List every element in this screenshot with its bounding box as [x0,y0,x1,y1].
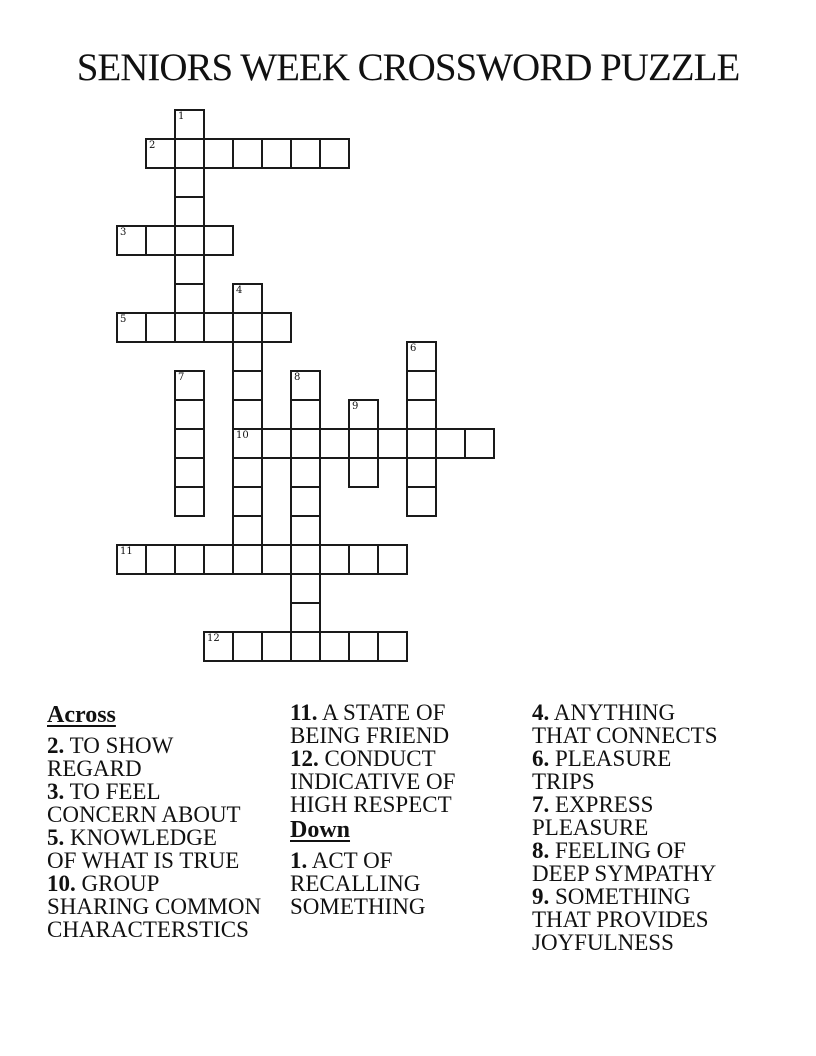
grid-cell-5-7 [261,312,292,343]
clue-line: 1. ACT OF [290,848,393,873]
grid-cell-10-9 [406,370,437,401]
grid-cell-3-18 [203,631,234,662]
grid-cell-2-12 [174,457,205,488]
grid-cell-9-18 [377,631,408,662]
clue-line: HIGH RESPECT [290,792,452,817]
grid-cell-9-15 [377,544,408,575]
grid-cell-1-15 [145,544,176,575]
grid-cell-3-15 [203,544,234,575]
grid-cell-8-18 [348,631,379,662]
grid-cell-6-15 [290,544,321,575]
puzzle-title: SENIORS WEEK CROSSWORD PUZZLE [76,46,740,89]
grid-cell-4-18 [232,631,263,662]
clue-line: CONCERN ABOUT [47,802,241,827]
grid-cell-1-4 [145,225,176,256]
grid-cell-2-1 [174,138,205,169]
grid-cell-7-15 [319,544,350,575]
clue-line: INDICATIVE OF [290,769,456,794]
clue-number: 5. [47,825,65,850]
grid-cell-10-10 [406,399,437,430]
clue-line: JOYFULNESS [532,930,674,955]
grid-cell-2-0 [174,109,205,140]
grid-cell-2-11 [174,428,205,459]
clue-number: 11. [290,700,318,725]
grid-cell-8-11 [348,428,379,459]
grid-cell-4-9 [232,370,263,401]
clue-line: 12. CONDUCT [290,746,436,771]
clue-line: DEEP SYMPATHY [532,861,717,886]
grid-cell-1-7 [145,312,176,343]
clue-line: THAT PROVIDES [532,907,709,932]
grid-cell-4-1 [232,138,263,169]
grid-cell-4-10 [232,399,263,430]
clue-line: 6. PLEASURE [532,746,672,771]
clue-down-9 [532,885,777,954]
grid-cell-2-10 [174,399,205,430]
clue-number: 6. [532,746,550,771]
grid-cell-3-7 [203,312,234,343]
clue-line: 2. TO SHOW [47,733,174,758]
clue-line: BEING FRIEND [290,723,450,748]
grid-cell-9-11 [377,428,408,459]
grid-cell-5-15 [261,544,292,575]
clue-line: 7. EXPRESS [532,792,654,817]
crossword-grid [116,109,495,662]
clue-number: 1. [290,848,308,873]
down-heading: Down [290,817,351,843]
clue-line: 11. A STATE OF [290,700,446,725]
grid-cell-8-12 [348,457,379,488]
grid-cell-5-18 [261,631,292,662]
clue-line: PLEASURE [532,815,649,840]
grid-cell-2-3 [174,196,205,227]
clue-line: 8. FEELING OF [532,838,686,863]
grid-cell-6-13 [290,486,321,517]
grid-cell-10-8 [406,341,437,372]
clue-number: 9. [532,884,550,909]
clue-line: TRIPS [532,769,595,794]
cell-number: 12 [207,633,220,644]
grid-cell-2-9 [174,370,205,401]
grid-cell-11-11 [435,428,466,459]
clue-line: 5. KNOWLEDGE [47,825,217,850]
grid-cell-3-4 [203,225,234,256]
clues-column-1 [47,701,292,941]
clue-down-1 [290,849,535,918]
grid-cell-6-12 [290,457,321,488]
clue-line: 10. GROUP [47,871,160,896]
grid-cell-4-12 [232,457,263,488]
clue-line: OF WHAT IS TRUE [47,848,240,873]
grid-cell-7-18 [319,631,350,662]
grid-cell-0-15 [116,544,147,575]
grid-cell-7-1 [319,138,350,169]
clue-number: 12. [290,746,319,771]
cell-number: 8 [294,372,301,383]
clue-down-4 [532,701,777,747]
clue-across-5 [47,826,292,872]
clue-line: REGARD [47,756,142,781]
across-heading: Across [47,702,116,728]
cell-number: 9 [352,401,359,412]
clue-across-2 [47,734,292,780]
grid-cell-6-18 [290,631,321,662]
grid-cell-2-7 [174,312,205,343]
clue-number: 4. [532,700,550,725]
clues-column-2 [290,701,535,918]
grid-cell-4-7 [232,312,263,343]
clue-number: 7. [532,792,550,817]
clue-across-3 [47,780,292,826]
grid-cell-5-1 [261,138,292,169]
grid-cell-6-10 [290,399,321,430]
grid-cell-4-8 [232,341,263,372]
grid-cell-2-2 [174,167,205,198]
grid-cell-2-4 [174,225,205,256]
clue-down-6 [532,747,777,793]
cell-number: 7 [178,372,185,383]
clue-down-8 [532,839,777,885]
grid-cell-5-11 [261,428,292,459]
clue-line: 3. TO FEEL [47,779,161,804]
clues-column-3 [532,701,777,954]
grid-cell-12-11 [464,428,495,459]
grid-cell-4-14 [232,515,263,546]
grid-cell-7-11 [319,428,350,459]
grid-cell-4-15 [232,544,263,575]
grid-cell-6-16 [290,573,321,604]
cell-number: 5 [120,314,127,325]
grid-cell-0-7 [116,312,147,343]
grid-cell-2-13 [174,486,205,517]
grid-cell-2-6 [174,283,205,314]
grid-cell-6-17 [290,602,321,633]
cell-number: 11 [120,546,133,557]
grid-cell-3-1 [203,138,234,169]
clue-line: 9. SOMETHING [532,884,691,909]
clue-line: THAT CONNECTS [532,723,718,748]
grid-cell-1-1 [145,138,176,169]
grid-cell-10-12 [406,457,437,488]
grid-cell-6-11 [290,428,321,459]
grid-cell-10-13 [406,486,437,517]
grid-cell-4-11 [232,428,263,459]
cell-number: 6 [410,343,417,354]
grid-cell-2-5 [174,254,205,285]
clue-across-10 [47,872,292,941]
clue-number: 8. [532,838,550,863]
cell-number: 1 [178,111,185,122]
clue-down-7 [532,793,777,839]
cell-number: 10 [236,430,249,441]
grid-cell-6-1 [290,138,321,169]
grid-cell-8-15 [348,544,379,575]
clue-number: 3. [47,779,65,804]
grid-cell-10-11 [406,428,437,459]
clue-across-11 [290,701,535,747]
clue-number: 10. [47,871,76,896]
grid-cell-6-9 [290,370,321,401]
clue-line: 4. ANYTHING [532,700,676,725]
clue-number: 2. [47,733,65,758]
grid-cell-8-10 [348,399,379,430]
clue-line: CHARACTERSTICS [47,917,249,942]
clue-across-12 [290,747,535,816]
clue-line: SOMETHING [290,894,426,919]
cell-number: 3 [120,227,127,238]
grid-cell-4-6 [232,283,263,314]
grid-cell-6-14 [290,515,321,546]
clue-line: SHARING COMMON [47,894,262,919]
grid-cell-4-13 [232,486,263,517]
cell-number: 4 [236,285,243,296]
grid-cell-2-15 [174,544,205,575]
clue-line: RECALLING [290,871,421,896]
cell-number: 2 [149,140,156,151]
grid-cell-0-4 [116,225,147,256]
